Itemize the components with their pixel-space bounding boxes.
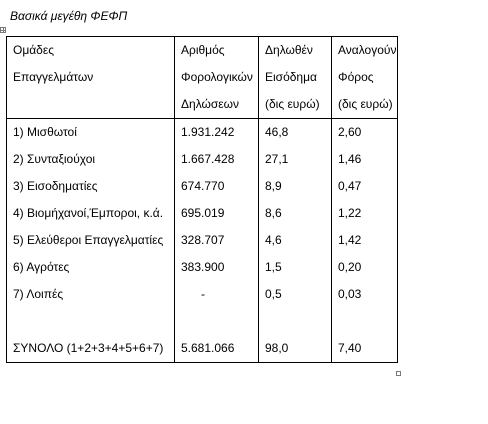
header-text: (δις ευρώ) xyxy=(338,97,393,111)
declarations-value: 1.931.242 xyxy=(181,125,235,139)
income-value: 8,9 xyxy=(265,179,282,193)
income-value: 0,5 xyxy=(265,287,282,301)
header-text: Φορολογικών xyxy=(181,70,253,84)
header-text: Αναλογούν xyxy=(338,43,397,57)
group-label: 5) Ελεύθεροι Επαγγελματίες xyxy=(13,233,164,247)
declarations-column xyxy=(175,119,259,363)
header-cell-declarations xyxy=(175,37,259,119)
table-resize-handle-icon[interactable] xyxy=(396,371,401,376)
group-label: 3) Εισοδηματίες xyxy=(13,179,98,193)
tax-value: 0,03 xyxy=(338,287,362,301)
header-text: Αριθμός xyxy=(181,43,225,57)
table-body-row xyxy=(7,119,398,363)
header-cell-income xyxy=(259,37,332,119)
declarations-value: 695.019 xyxy=(181,206,225,220)
header-text: Δηλώσεων xyxy=(181,97,240,111)
document-title: Βασικά μεγέθη ΦΕΦΠ xyxy=(10,9,128,23)
total-label: ΣΥΝΟΛΟ (1+2+3+4+5+6+7) xyxy=(13,341,164,355)
tax-value: 0,47 xyxy=(338,179,362,193)
table-header-row xyxy=(7,37,398,119)
declarations-value: 674.770 xyxy=(181,179,225,193)
income-value: 4,6 xyxy=(265,233,282,247)
groups-column xyxy=(7,119,175,363)
header-text: Δηλωθέν xyxy=(265,43,313,57)
header-text: Επαγγελμάτων xyxy=(13,70,94,84)
tax-value: 1,22 xyxy=(338,206,362,220)
declarations-value: 1.667.428 xyxy=(181,152,235,166)
declarations-value: 328.707 xyxy=(181,233,225,247)
income-value: 1,5 xyxy=(265,260,282,274)
total-tax-value: 7,40 xyxy=(338,341,362,355)
total-declarations-value: 5.681.066 xyxy=(181,341,235,355)
tax-statistics-table xyxy=(6,36,398,363)
total-income-value: 98,0 xyxy=(265,341,289,355)
header-text: Φόρος xyxy=(338,70,374,84)
tax-value: 2,60 xyxy=(338,125,362,139)
group-label: 2) Συνταξιούχοι xyxy=(13,152,96,166)
tax-value: 1,46 xyxy=(338,152,362,166)
header-text: Ομάδες xyxy=(13,43,54,57)
header-cell-tax xyxy=(332,37,398,119)
group-label: 7) Λοιπές xyxy=(13,287,64,301)
income-value: 46,8 xyxy=(265,125,289,139)
group-label: 4) Βιομήχανοί,Έμποροι, κ.ά. xyxy=(13,206,164,220)
declarations-value: 383.900 xyxy=(181,260,225,274)
header-text: (δις ευρώ) xyxy=(265,97,320,111)
group-label: 6) Αγρότες xyxy=(13,260,70,274)
income-value: 8,6 xyxy=(265,206,282,220)
tax-value: 1,42 xyxy=(338,233,362,247)
header-text: Εισόδημα xyxy=(265,70,317,84)
declarations-value: - xyxy=(201,287,205,301)
header-cell-groups xyxy=(7,37,175,119)
group-label: 1) Μισθωτοί xyxy=(13,125,77,139)
table-move-handle-icon[interactable] xyxy=(0,27,6,33)
income-value: 27,1 xyxy=(265,152,289,166)
tax-column xyxy=(332,119,398,363)
income-column xyxy=(259,119,332,363)
tax-value: 0,20 xyxy=(338,260,362,274)
